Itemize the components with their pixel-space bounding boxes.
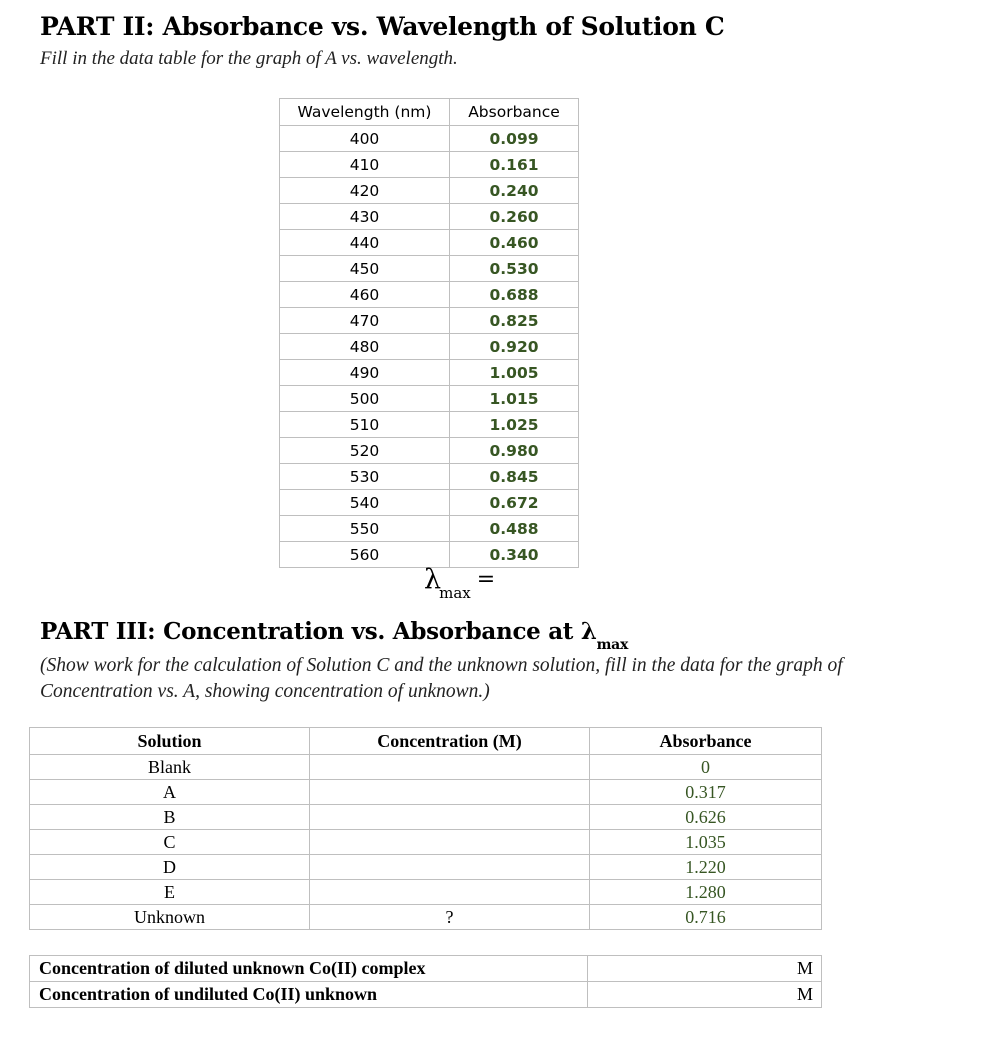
solution-cell: E [30,880,310,905]
absorbance-cell[interactable]: 0.845 [450,464,579,490]
absorbance-cell[interactable]: 0.099 [450,126,579,152]
table-row [280,230,579,256]
table-row [280,438,579,464]
concentration-cell[interactable]: ? [310,905,590,930]
table-row [30,755,822,780]
table-row [30,982,822,1008]
absorbance-cell[interactable]: 1.280 [590,880,822,905]
table-row [280,412,579,438]
concentration-cell[interactable] [310,880,590,905]
table-row [280,204,579,230]
lambda-equals: = [476,567,496,592]
final-value-cell[interactable] [588,956,822,982]
header-absorbance: Absorbance [450,99,579,126]
concentration-cell[interactable] [310,830,590,855]
absorbance-cell[interactable]: 0.240 [450,178,579,204]
solution-cell: B [30,805,310,830]
wavelength-cell: 450 [280,256,450,282]
wavelength-cell: 430 [280,204,450,230]
wavelength-cell: 520 [280,438,450,464]
concentration-cell[interactable] [310,855,590,880]
wavelength-cell: 470 [280,308,450,334]
wavelength-cell: 530 [280,464,450,490]
absorbance-cell[interactable]: 1.015 [450,386,579,412]
concentration-table [29,727,822,930]
table-row [280,256,579,282]
absorbance-cell[interactable]: 0.161 [450,152,579,178]
part3-title-text: PART III: Concentration vs. Absorbance at λ [40,618,597,645]
wavelength-cell: 490 [280,360,450,386]
table-row [30,855,822,880]
concentration-cell[interactable] [310,805,590,830]
solution-cell: C [30,830,310,855]
table-row [280,126,579,152]
final-label: Concentration of diluted unknown Co(II) complex [30,956,588,982]
table-row [280,490,579,516]
wavelength-cell: 480 [280,334,450,360]
table-row [30,905,822,930]
table-row [30,805,822,830]
table-row [30,830,822,855]
table-row [280,334,579,360]
wavelength-cell: 550 [280,516,450,542]
header-absorbance: Absorbance [590,728,822,755]
header-concentration: Concentration (M) [310,728,590,755]
header-wavelength: Wavelength (nm) [280,99,450,126]
table-row [280,386,579,412]
absorbance-cell[interactable]: 0.317 [590,780,822,805]
absorbance-cell[interactable]: 0.688 [450,282,579,308]
table-row [280,282,579,308]
table-row [30,880,822,905]
absorbance-cell[interactable]: 0.488 [450,516,579,542]
solution-cell: D [30,855,310,880]
lambda-symbol: λ [424,564,442,595]
table-row [280,308,579,334]
wavelength-table [279,98,579,568]
absorbance-cell[interactable]: 1.035 [590,830,822,855]
table-row [280,360,579,386]
absorbance-cell[interactable]: 1.220 [590,855,822,880]
solution-cell: A [30,780,310,805]
part2-title: PART II: Absorbance vs. Wavelength of Solution C [40,12,725,41]
absorbance-cell[interactable]: 1.005 [450,360,579,386]
final-label: Concentration of undiluted Co(II) unknown [30,982,588,1008]
table-row [280,464,579,490]
absorbance-cell[interactable]: 0.626 [590,805,822,830]
final-concentration-table [29,955,822,1008]
table-row [280,178,579,204]
final-unit: M [796,958,813,978]
absorbance-cell[interactable]: 0.980 [450,438,579,464]
concentration-cell[interactable] [310,755,590,780]
lambda-subscript: max [439,584,471,602]
table-row [280,152,579,178]
absorbance-cell[interactable]: 0.340 [450,542,579,568]
part2-subtitle: Fill in the data table for the graph of A vs. wavelength. [40,48,458,69]
part3-title [40,618,628,653]
absorbance-cell[interactable]: 0 [590,755,822,780]
wavelength-cell: 460 [280,282,450,308]
wavelength-cell: 440 [280,230,450,256]
wavelength-cell: 500 [280,386,450,412]
wavelength-cell: 400 [280,126,450,152]
wavelength-cell: 510 [280,412,450,438]
wavelength-cell: 420 [280,178,450,204]
lambda-max-line [424,564,496,602]
wavelength-cell: 560 [280,542,450,568]
absorbance-cell[interactable]: 0.672 [450,490,579,516]
absorbance-cell[interactable]: 0.825 [450,308,579,334]
solution-cell: Blank [30,755,310,780]
final-unit: M [796,984,813,1004]
table-row [30,780,822,805]
absorbance-cell[interactable]: 0.260 [450,204,579,230]
part3-title-subscript: max [596,637,628,653]
absorbance-cell[interactable]: 1.025 [450,412,579,438]
wavelength-cell: 410 [280,152,450,178]
absorbance-cell[interactable]: 0.530 [450,256,579,282]
table-header-row [280,99,579,126]
header-solution: Solution [30,728,310,755]
absorbance-cell[interactable]: 0.716 [590,905,822,930]
solution-cell: Unknown [30,905,310,930]
concentration-cell[interactable] [310,780,590,805]
absorbance-cell[interactable]: 0.460 [450,230,579,256]
final-value-cell[interactable] [588,982,822,1008]
table-header-row [30,728,822,755]
wavelength-cell: 540 [280,490,450,516]
table-row [280,516,579,542]
absorbance-cell[interactable]: 0.920 [450,334,579,360]
table-row [30,956,822,982]
part3-description: (Show work for the calculation of Solution C and the unknown solution, fill in the data for the graph of Concentration vs. A, showing concentration of unknown.) [40,655,843,702]
